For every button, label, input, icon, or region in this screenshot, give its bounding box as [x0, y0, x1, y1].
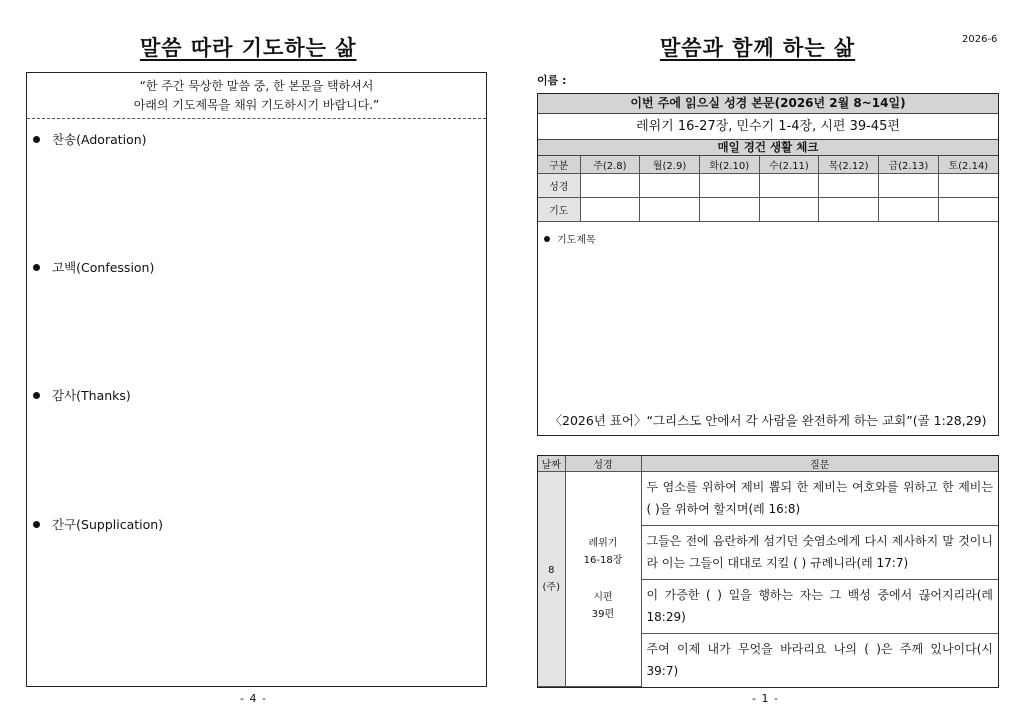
check-column-header: 월(2.9): [640, 156, 700, 173]
name-label: 이름 :: [537, 74, 567, 87]
check-column-header: 화(2.10): [699, 156, 759, 173]
check-row-label: 기도: [538, 197, 580, 221]
right-page-title: 말씀과 함께 하는 삶: [660, 36, 856, 60]
question-column-header: 질문: [641, 456, 998, 472]
bullet-icon: [33, 136, 40, 143]
intro-line-1: “한 주간 묵상한 말씀 중, 한 본문을 택하셔서: [139, 79, 374, 93]
bible-cell: [565, 472, 641, 687]
question-text[interactable]: 그들은 전에 음란하게 섬기던 숫염소에게 다시 제사하지 말 것이니라 이는 그들이 대대로 지킬 ( ) 규례니라(레 17:7): [641, 525, 998, 579]
check-cell[interactable]: [699, 173, 759, 197]
date-cell: [538, 472, 565, 687]
prayer-item-supplication: [33, 515, 163, 533]
date-day: 8: [548, 565, 555, 576]
bible-book-1: 레위기: [588, 538, 618, 549]
check-cell[interactable]: [819, 173, 879, 197]
question-text[interactable]: 두 염소를 위하여 제비 뽑되 한 제비는 여호와를 위하고 한 제비는 ( )을 위하여 할지며(레 16:8): [641, 472, 998, 526]
prayer-topics-text: 기도제목: [557, 234, 596, 246]
question-column-header: 성경: [565, 456, 641, 472]
bullet-icon: [33, 392, 40, 399]
check-cell[interactable]: [580, 173, 640, 197]
bible-chapters-2: 39편: [591, 609, 615, 620]
check-cell[interactable]: [699, 197, 759, 221]
check-cell[interactable]: [759, 197, 819, 221]
reading-passages: 레위기 16-27장, 민수기 1-4장, 시편 39-45편: [538, 114, 998, 140]
intro-line-2: 아래의 기도제목을 채워 기도하시기 바랍니다.”: [133, 98, 380, 112]
prayer-item-confession: [33, 258, 154, 276]
check-header-row: [538, 156, 998, 173]
check-cell[interactable]: [580, 197, 640, 221]
question-header-row: [538, 456, 998, 472]
check-cell[interactable]: [938, 173, 998, 197]
bullet-icon: [33, 264, 40, 271]
check-column-header: 구분: [538, 156, 580, 173]
check-cell[interactable]: [879, 197, 939, 221]
check-cell[interactable]: [640, 173, 700, 197]
check-cell[interactable]: [879, 173, 939, 197]
left-page-title: 말씀 따라 기도하는 삶: [140, 36, 357, 60]
check-column-header: 수(2.11): [759, 156, 819, 173]
prayer-item-label: 찬송(Adoration): [52, 132, 147, 147]
weekly-reading-box: [537, 93, 999, 436]
check-row-prayer: [538, 197, 998, 221]
check-row-bible: [538, 173, 998, 197]
prayer-topics-area[interactable]: [538, 222, 998, 436]
prayer-instructions: [27, 73, 486, 119]
left-page-number: - 4 -: [240, 692, 267, 705]
bullet-icon: [544, 236, 550, 242]
prayer-topics-label: [544, 231, 596, 246]
check-cell[interactable]: [759, 173, 819, 197]
bullet-icon: [33, 521, 40, 528]
prayer-item-thanks: [33, 386, 131, 404]
check-row-label: 성경: [538, 173, 580, 197]
prayer-item-label: 간구(Supplication): [52, 517, 164, 532]
check-column-header: 주(2.8): [580, 156, 640, 173]
bible-book-2: 시편: [593, 592, 613, 603]
question-text[interactable]: 이 가증한 ( ) 일을 행하는 자는 그 백성 중에서 끊어지리라(레 18:29): [641, 579, 998, 633]
prayer-item-adoration: [33, 130, 147, 148]
check-column-header: 목(2.12): [819, 156, 879, 173]
daily-check-header: 매일 경건 생활 체크: [538, 140, 998, 156]
yearly-motto: 〈2026년 표어〉“그리스도 안에서 각 사람을 완전하게 하는 교회”(골 1:28,29): [549, 412, 987, 428]
question-row: [538, 472, 998, 526]
check-column-header: 토(2.14): [938, 156, 998, 173]
date-weekday: (주): [542, 582, 560, 593]
check-column-header: 금(2.13): [879, 156, 939, 173]
question-box: [537, 455, 999, 688]
check-cell[interactable]: [938, 197, 998, 221]
check-cell[interactable]: [819, 197, 879, 221]
prayer-item-label: 감사(Thanks): [52, 388, 131, 403]
bible-chapters-1: 16-18장: [583, 555, 623, 566]
check-cell[interactable]: [640, 197, 700, 221]
daily-check-table: [538, 156, 998, 222]
right-page-number: - 1 -: [752, 692, 779, 705]
question-table: [538, 456, 998, 687]
question-text[interactable]: 주여 이제 내가 무엇을 바라리요 나의 ( )은 주께 있나이다(시 39:7): [641, 633, 998, 686]
prayer-item-label: 고백(Confession): [52, 260, 155, 275]
reading-header: 이번 주에 읽으실 성경 본문(2026년 2월 8~14일): [538, 94, 998, 114]
document-code: 2026-6: [962, 34, 998, 45]
prayer-worksheet-box: [26, 72, 487, 687]
question-column-header: 날짜: [538, 456, 565, 472]
